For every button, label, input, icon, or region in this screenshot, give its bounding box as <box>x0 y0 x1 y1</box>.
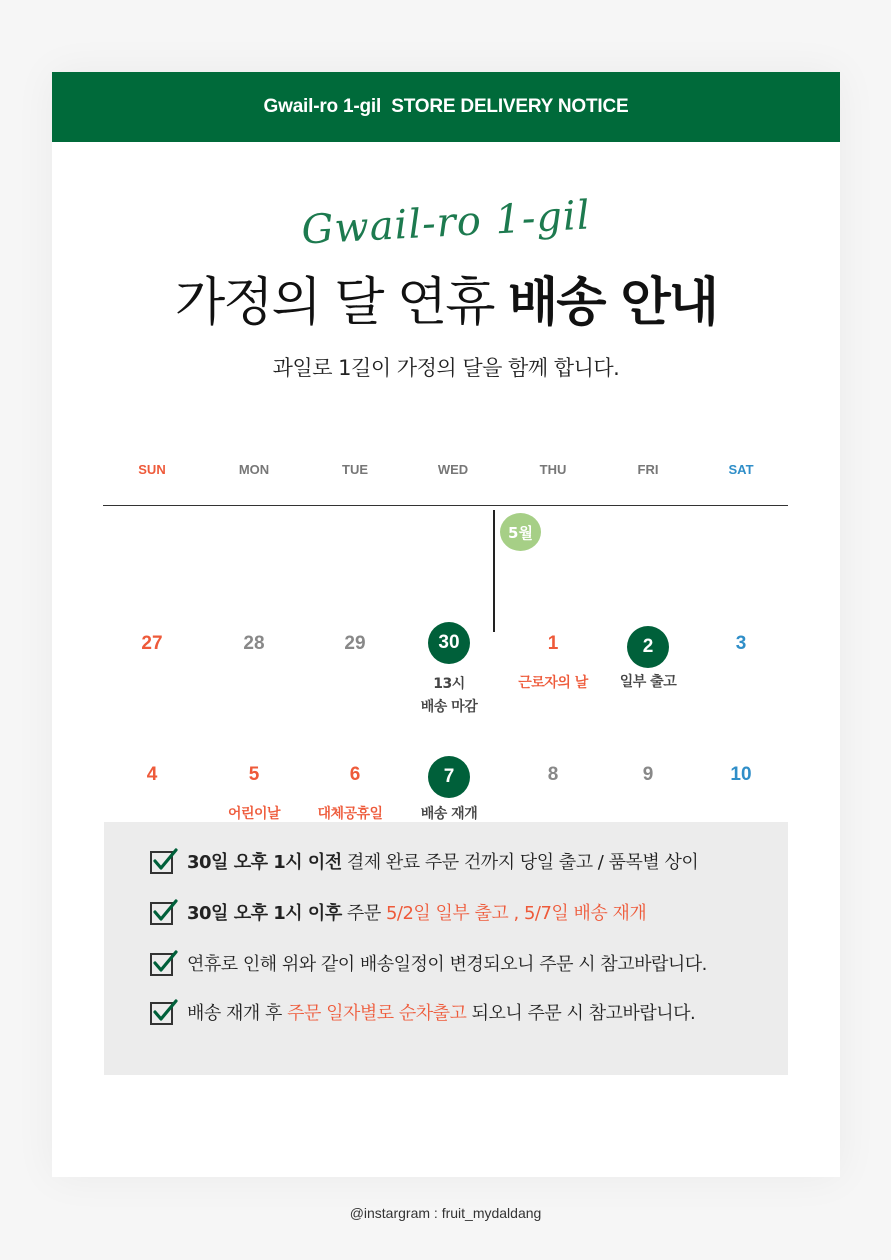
date-10: 10 <box>730 764 752 785</box>
date-2-highlight: 2 <box>627 626 669 668</box>
notice-text: 배송 재개 후 <box>187 1003 288 1024</box>
script-logo-text: Gwail-ro 1-gil <box>300 192 592 254</box>
notice-text: 주문 <box>341 903 386 924</box>
title-regular: 가정의 달 연휴 <box>174 273 508 333</box>
note-substitute-holiday: 대체공휴일 <box>317 806 383 822</box>
date-1: 1 <box>547 633 559 654</box>
weekday-sun: SUN <box>138 462 166 477</box>
page-subtitle: 과일로 1길이 가정의 달을 함께 합니다. <box>272 356 620 380</box>
title-bold: 배송 안내 <box>507 273 718 333</box>
date-9: 9 <box>642 764 654 785</box>
weekday-tue: TUE <box>342 462 368 477</box>
checkbox-check-icon <box>149 898 179 926</box>
notice-item <box>149 998 695 1026</box>
holiday-calendar <box>103 462 788 822</box>
weekday-thu: THU <box>539 462 567 477</box>
month-divider <box>493 510 495 632</box>
notice-highlight: 5/2일 일부 출고 , 5/7일 배송 재개 <box>385 903 647 924</box>
notice-bold: 30일 오후 1시 이후 <box>187 903 342 924</box>
date-7-highlight: 7 <box>428 756 470 798</box>
note-labor-day: 근로자의 날 <box>518 675 588 691</box>
date-27: 27 <box>141 633 163 654</box>
store-banner <box>52 72 840 142</box>
instagram-footer: @instargram : fruit_mydaldang <box>349 1205 542 1221</box>
notice-card <box>52 72 840 1177</box>
checkbox-check-icon <box>149 998 179 1026</box>
notice-bold: 30일 오후 1시 이전 <box>187 852 342 873</box>
notice-text-after: 되오니 주문 시 참고바랍니다. <box>466 1003 696 1024</box>
checkbox-check-icon <box>149 949 179 977</box>
date-6: 6 <box>349 764 361 785</box>
weekday-sat: SAT <box>728 462 754 477</box>
notice-item <box>149 898 646 926</box>
page-title <box>52 260 840 335</box>
note-partial-release: 일부 출고 <box>619 674 677 690</box>
note-delivery-resume: 배송 재개 <box>420 806 478 822</box>
notice-box <box>104 822 788 1075</box>
date-5: 5 <box>248 764 260 785</box>
calendar-divider <box>103 505 788 506</box>
checkbox-check-icon <box>149 847 179 875</box>
notice-text: 연휴로 인해 위와 같이 배송일정이 변경되오니 주문 시 참고바랍니다. <box>187 954 707 975</box>
date-8: 8 <box>547 764 559 785</box>
banner-title: Gwail-ro 1-gil STORE DELIVERY NOTICE <box>263 96 629 117</box>
notice-highlight: 주문 일자별로 순차출고 <box>287 1003 467 1024</box>
date-28: 28 <box>243 633 265 654</box>
notice-item <box>149 847 698 875</box>
note-13h: 13시 <box>433 676 465 692</box>
month-badge: 5월 <box>500 513 541 551</box>
weekday-fri: FRI <box>637 462 659 477</box>
weekday-wed: WED <box>437 462 469 477</box>
date-30-highlight: 30 <box>428 622 470 664</box>
note-childrens-day: 어린이날 <box>227 806 281 822</box>
notice-item <box>149 949 707 977</box>
note-delivery-close: 배송 마감 <box>420 699 478 715</box>
notice-text: 결제 완료 주문 건까지 당일 출고 / 품목별 상이 <box>341 852 699 873</box>
date-3: 3 <box>735 633 747 654</box>
date-4: 4 <box>146 764 158 785</box>
date-29: 29 <box>344 633 366 654</box>
weekday-mon: MON <box>238 462 270 477</box>
